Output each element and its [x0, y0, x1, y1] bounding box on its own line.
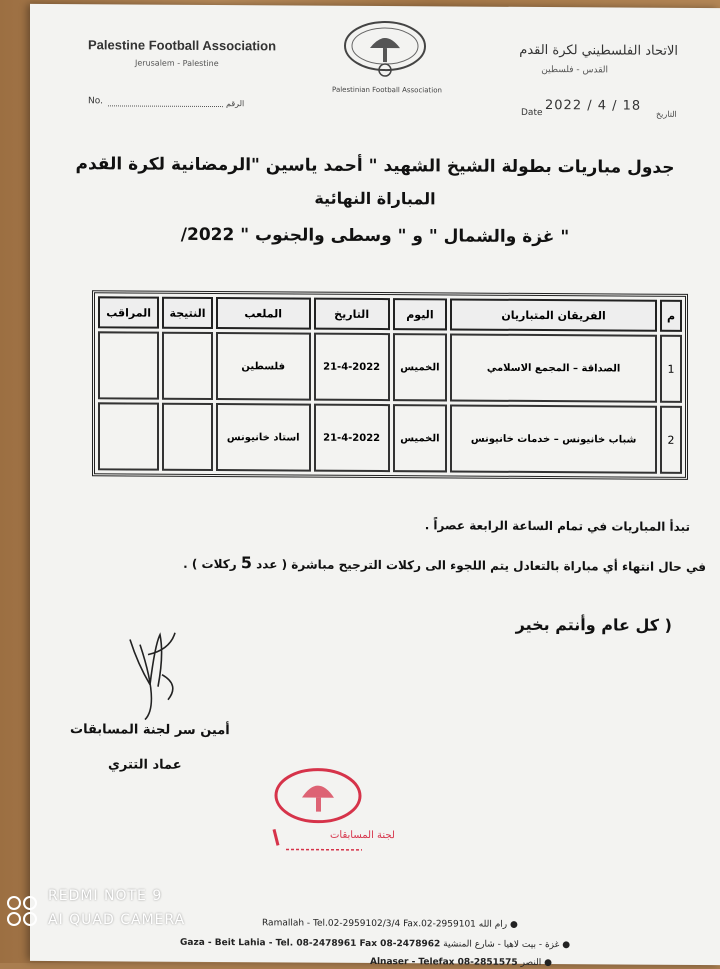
letterhead-en-title: Palestine Football Association [88, 37, 277, 54]
signatory-title: أمين سر لجنة المسابقات [70, 722, 230, 739]
camera-watermark-icon [4, 893, 40, 929]
row-result [162, 403, 213, 471]
document-heading-line1: جدول مباريات بطولة الشيخ الشهيد " أحمد ياسين "الرمضانية لكرة القدم [75, 154, 675, 178]
footer-alnaser-ar: النصر ● [520, 957, 553, 969]
document-heading-line2: المباراة النهائية [314, 188, 436, 209]
footer-alnaser-en: Alnaser - Telefax 08-2851575 [370, 956, 518, 968]
logo-caption: Palestinian Football Association [332, 85, 442, 95]
row-stadium: فلسطين [216, 332, 311, 401]
watermark-model: REDMI NOTE 9 [48, 888, 163, 904]
footer-gaza-ar: غزة - بيت لاهيا - شارع المنشية ● [443, 939, 571, 951]
row-teams: الصداقة – المجمع الاسلامي [450, 333, 657, 402]
signatory-name: عماد التتري [108, 757, 182, 773]
row-day: الخميس [393, 333, 448, 401]
match-schedule-table [92, 290, 688, 480]
row-index: 2 [660, 406, 682, 474]
table-row [98, 331, 682, 403]
date-label: Date [521, 107, 543, 119]
stamp-text: لجنة المسابقات [330, 829, 395, 842]
watermark-camera: AI QUAD CAMERA [48, 912, 186, 928]
header-teams: الفريقان المتباريان [450, 298, 657, 331]
reference-number-label: No. [88, 96, 103, 107]
header-date: التاريخ [314, 298, 390, 330]
header-stadium: الملعب [216, 297, 311, 330]
row-observer [98, 331, 159, 399]
letterhead-en-subtitle: Jerusalem - Palestine [135, 58, 219, 69]
document-page [30, 4, 720, 969]
footer-gaza [180, 938, 570, 950]
header-observer: المراقب [98, 296, 159, 328]
note-start-time: تبدأ المباريات في تمام الساعة الرابعة عصراً . [424, 518, 690, 534]
note-penalties-count: 5 [240, 553, 252, 573]
table-row [98, 402, 682, 474]
committee-stamp [266, 759, 395, 860]
header-result: النتيجة [162, 297, 213, 329]
row-observer [98, 402, 159, 470]
handwritten-signature [120, 624, 190, 724]
row-result [162, 332, 213, 400]
footer-ramallah-en: Ramallah - Tel.02-2959102/3/4 Fax.02-2959101 [262, 918, 476, 930]
letterhead-ar-subtitle: القدس - فلسطين [541, 65, 608, 76]
row-day: الخميس [393, 404, 448, 472]
reference-number-line [108, 105, 223, 107]
footer-alnaser [370, 957, 552, 968]
row-date: 21-4-2022 [314, 404, 390, 472]
footer-ramallah [262, 918, 518, 930]
document-heading-line3: " غزة والشمال " و " وسطى والجنوب " 2022/ [180, 224, 570, 248]
association-logo-icon [340, 18, 430, 91]
note-penalties [183, 553, 706, 575]
row-stadium: استاد خانيونس [216, 403, 311, 472]
row-teams: شباب خانيونس – خدمات خانيونس [450, 404, 657, 473]
header-index: م [660, 300, 682, 332]
date-label-ar: التاريخ [656, 109, 677, 119]
note-penalties-end: ركلات ) . [183, 556, 237, 572]
table-header-row [98, 296, 682, 332]
row-date: 21-4-2022 [314, 333, 390, 401]
reference-number-label-ar: الرقم [226, 99, 245, 109]
greeting-text: ( كل عام وأنتم بخير [515, 614, 672, 635]
note-penalties-text: في حال انتهاء أي مباراة بالتعادل يتم اللجوء الى ركلات الترجيح مباشرة ( عدد [256, 557, 706, 575]
header-day: اليوم [393, 298, 448, 330]
date-value: 2022 / 4 / 18 [545, 98, 642, 114]
letterhead-ar-title: الاتحاد الفلسطيني لكرة القدم [519, 42, 678, 59]
row-index: 1 [660, 335, 682, 403]
footer-ramallah-ar: رام الله ● [478, 919, 518, 930]
footer-gaza-en: Gaza - Beit Lahia - Tel. 08-2478961 Fax 08-2478962 [180, 937, 441, 950]
